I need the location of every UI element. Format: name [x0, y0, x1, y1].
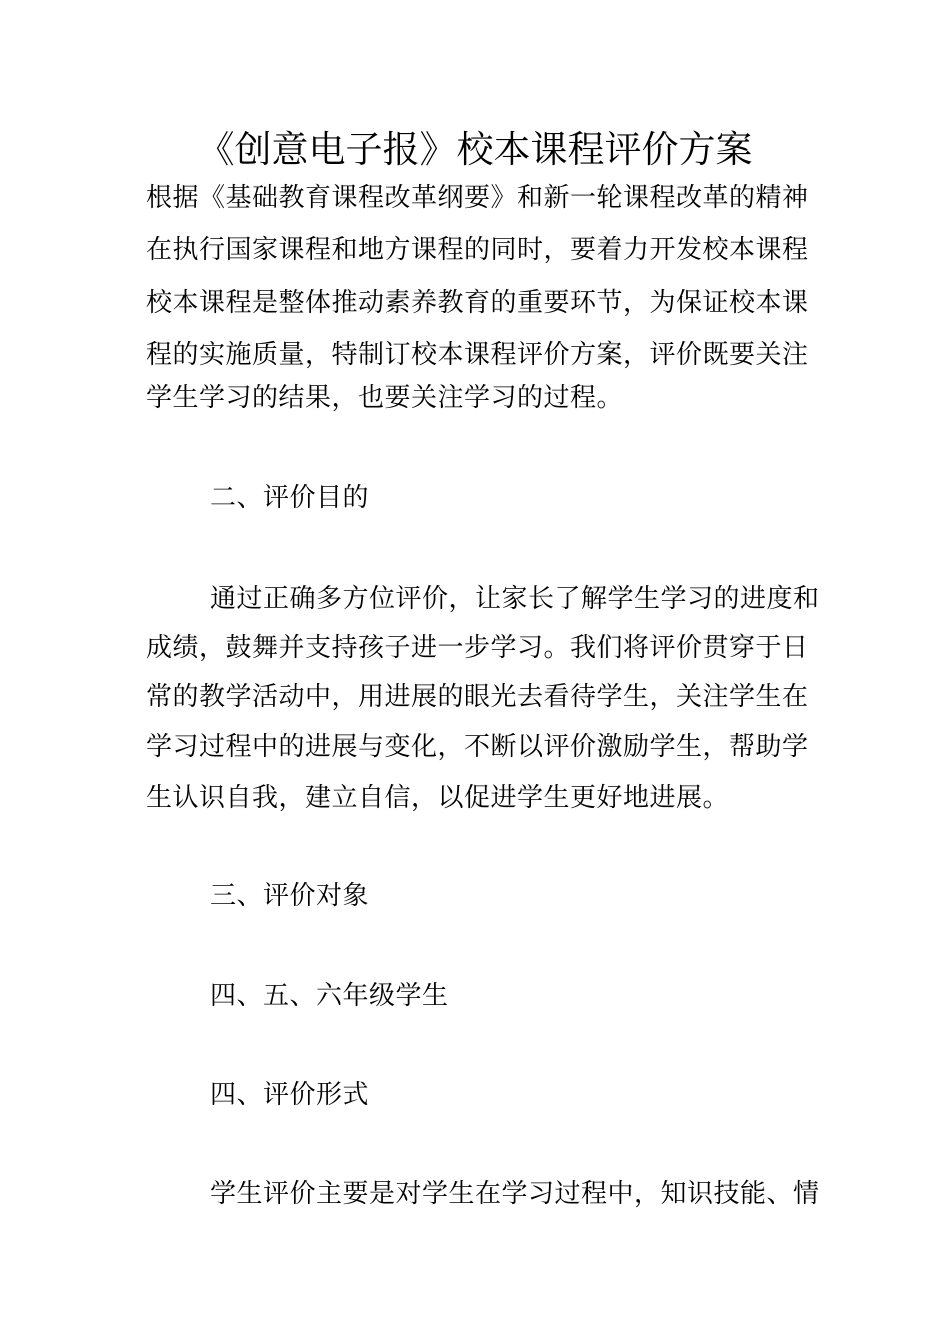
section-2-line-3: 常的教学活动中，用进展的眼光去看待学生，关注学生在: [146, 682, 809, 712]
section-3-body: 四、五、六年级学生: [210, 981, 449, 1011]
intro-line-5: 学生学习的结果，也要关注学习的过程。: [146, 383, 624, 413]
section-4-line-1: 学生评价主要是对学生在学习过程中，知识技能、情: [210, 1179, 820, 1209]
document-title: 《创意电子报》校本课程评价方案: [197, 128, 753, 171]
section-2-line-4: 学习过程中的进展与变化，不断以评价激励学生，帮助学: [146, 732, 809, 762]
intro-line-4: 程的实施质量，特制订校本课程评价方案，评价既要关注: [146, 340, 809, 370]
section-2-line-5: 生认识自我，建立自信，以促进学生更好地进展。: [146, 783, 730, 813]
section-4-heading: 四、评价形式: [210, 1080, 370, 1110]
section-2-line-1: 通过正确多方位评价，让家长了解学生学习的进度和: [210, 584, 820, 614]
section-2-line-2: 成绩，鼓舞并支持孩子进一步学习。我们将评价贯穿于日: [146, 633, 809, 663]
section-2-heading: 二、评价目的: [210, 483, 370, 513]
intro-line-1: 根据《基础教育课程改革纲要》和新一轮课程改革的精神: [146, 183, 809, 213]
intro-line-2: 在执行国家课程和地方课程的同时，要着力开发校本课程: [146, 235, 809, 265]
section-3-heading: 三、评价对象: [210, 881, 370, 911]
intro-line-3: 校本课程是整体推动素养教育的重要环节，为保证校本课: [146, 288, 809, 318]
